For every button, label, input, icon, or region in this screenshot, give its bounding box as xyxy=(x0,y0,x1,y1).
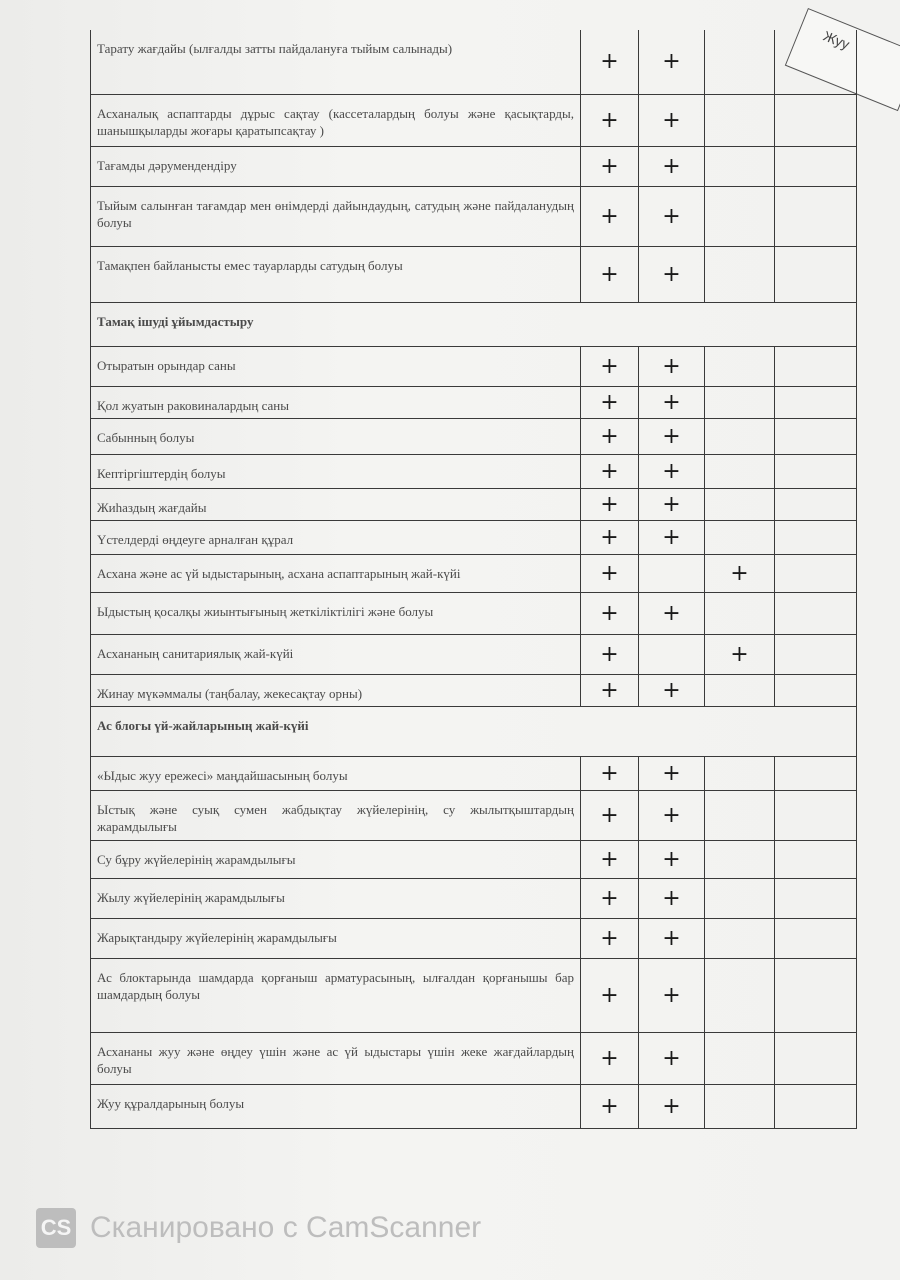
check-mark-cell xyxy=(775,27,857,94)
table-row xyxy=(91,30,857,94)
check-mark-cell: + xyxy=(581,878,639,918)
criterion-text: Асхананы жуу және өңдеу үшін және ас үй ыдыстары үшін жеке жағдайлардың болуы xyxy=(91,1032,581,1084)
table-row xyxy=(91,488,857,520)
check-mark-cell xyxy=(775,918,857,958)
section-title: Тамақ ішуді ұйымдастыру xyxy=(91,302,857,346)
check-mark-cell: + xyxy=(639,1084,705,1128)
check-mark-cell xyxy=(775,756,857,790)
criterion-text: Кептіргіштердің болуы xyxy=(91,454,581,488)
check-mark-cell xyxy=(639,634,705,674)
criterion-text: Қол жуатын раковиналардың саны xyxy=(91,386,581,418)
check-mark-cell xyxy=(775,1084,857,1128)
check-mark-cell xyxy=(775,246,857,302)
check-mark-cell: + xyxy=(705,554,775,592)
table-row xyxy=(91,146,857,186)
check-mark-cell xyxy=(705,958,775,1032)
criterion-text: Жиһаздың жағдайы xyxy=(91,488,581,520)
table-row xyxy=(91,346,857,386)
check-mark-cell: + xyxy=(639,488,705,520)
check-mark-cell xyxy=(705,592,775,634)
watermark-text: Сканировано с CamScanner xyxy=(90,1211,482,1244)
criterion-text: Жинау мүкәммалы (таңбалау, жекесақтау орны) xyxy=(91,674,581,706)
check-mark-cell: + xyxy=(581,1032,639,1084)
check-mark-cell: + xyxy=(581,346,639,386)
check-mark-cell xyxy=(705,146,775,186)
check-mark-cell xyxy=(775,418,857,454)
check-mark-cell xyxy=(775,186,857,246)
criterion-text: Жуу құралдарының болуы xyxy=(91,1084,581,1128)
check-mark-cell: + xyxy=(581,488,639,520)
check-mark-cell xyxy=(775,346,857,386)
check-mark-cell: + xyxy=(581,246,639,302)
table-row xyxy=(91,94,857,146)
check-mark-cell: + xyxy=(639,840,705,878)
check-mark-cell xyxy=(705,878,775,918)
camscanner-watermark xyxy=(36,1206,481,1250)
criterion-text: Үстелдерді өңдеуге арналған құрал xyxy=(91,520,581,554)
check-mark-cell xyxy=(775,488,857,520)
check-mark-cell: + xyxy=(581,386,639,418)
criterion-text: Су бұру жүйелерінің жарамдылығы xyxy=(91,840,581,878)
criterion-text: Отыратын орындар саны xyxy=(91,346,581,386)
camscanner-logo-icon: CS xyxy=(36,1208,76,1248)
check-mark-cell: + xyxy=(581,418,639,454)
criterion-text: Асхана және ас үй ыдыстарының, асхана аспаптарының жай-күйі xyxy=(91,554,581,592)
table-row xyxy=(91,554,857,592)
check-mark-cell: + xyxy=(581,1084,639,1128)
check-mark-cell xyxy=(775,634,857,674)
table-row xyxy=(91,386,857,418)
check-mark-cell xyxy=(705,1084,775,1128)
check-mark-cell: + xyxy=(639,1032,705,1084)
check-mark-cell: + xyxy=(639,918,705,958)
check-mark-cell: + xyxy=(639,520,705,554)
table-row xyxy=(91,674,857,706)
check-mark-cell: + xyxy=(639,674,705,706)
check-mark-cell xyxy=(705,918,775,958)
check-mark-cell xyxy=(775,94,857,146)
table-row xyxy=(91,840,857,878)
check-mark-cell xyxy=(705,418,775,454)
check-mark-cell: + xyxy=(639,94,705,146)
check-mark-cell xyxy=(705,840,775,878)
check-mark-cell xyxy=(775,554,857,592)
check-mark-cell: + xyxy=(581,592,639,634)
check-mark-cell xyxy=(775,790,857,840)
check-mark-cell: + xyxy=(639,454,705,488)
criterion-text: Жылу жүйелерінің жарамдылығы xyxy=(91,878,581,918)
section-header-row xyxy=(91,706,857,756)
check-mark-cell xyxy=(775,958,857,1032)
table-row xyxy=(91,592,857,634)
criterion-text: Асхананың санитариялық жай-күйі xyxy=(91,634,581,674)
criterion-text: Тамақпен байланысты емес тауарларды сатудың болуы xyxy=(91,246,581,302)
table-row xyxy=(91,878,857,918)
criterion-text: Жарықтандыру жүйелерінің жарамдылығы xyxy=(91,918,581,958)
criterion-text: Сабынның болуы xyxy=(91,418,581,454)
check-mark-cell: + xyxy=(639,246,705,302)
check-mark-cell: + xyxy=(639,756,705,790)
check-mark-cell: + xyxy=(581,790,639,840)
check-mark-cell xyxy=(775,454,857,488)
check-mark-cell: + xyxy=(581,918,639,958)
check-mark-cell: + xyxy=(639,878,705,918)
table-row xyxy=(91,1084,857,1128)
criterion-text: Ыдыстың қосалқы жиынтығының жеткіліктілігі және болуы xyxy=(91,592,581,634)
check-mark-cell xyxy=(705,454,775,488)
check-mark-cell: + xyxy=(581,674,639,706)
check-mark-cell xyxy=(705,94,775,146)
check-mark-cell: + xyxy=(639,30,705,94)
check-mark-cell xyxy=(775,878,857,918)
check-mark-cell xyxy=(705,1032,775,1084)
check-mark-cell: + xyxy=(581,146,639,186)
check-mark-cell: + xyxy=(581,454,639,488)
table-row xyxy=(91,918,857,958)
check-mark-cell: + xyxy=(639,958,705,1032)
check-mark-cell xyxy=(775,386,857,418)
check-mark-cell xyxy=(705,30,775,94)
check-mark-cell xyxy=(775,1032,857,1084)
check-mark-cell xyxy=(775,840,857,878)
section-header-row xyxy=(91,302,857,346)
criterion-text: Тыйым салынған тағамдар мен өнімдерді дайындаудың, сатудың және пайдаланудың болуы xyxy=(91,186,581,246)
inspection-table xyxy=(90,27,857,1129)
check-mark-cell: + xyxy=(581,186,639,246)
check-mark-cell xyxy=(705,246,775,302)
check-mark-cell xyxy=(639,554,705,592)
check-mark-cell: + xyxy=(581,634,639,674)
check-mark-cell: + xyxy=(639,790,705,840)
table-row xyxy=(91,246,857,302)
check-mark-cell xyxy=(775,674,857,706)
check-mark-cell xyxy=(775,146,857,186)
check-mark-cell: + xyxy=(581,840,639,878)
check-mark-cell xyxy=(705,186,775,246)
criterion-text: Ас блоктарында шамдарда қорғаныш арматурасының, ылғалдан қорғанышы бар шамдардың болуы xyxy=(91,958,581,1032)
check-mark-cell: + xyxy=(639,186,705,246)
table-row xyxy=(91,454,857,488)
check-mark-cell xyxy=(705,674,775,706)
check-mark-cell: + xyxy=(639,418,705,454)
check-mark-cell: + xyxy=(581,520,639,554)
table-row xyxy=(91,634,857,674)
criterion-text: Тағамды дәрумендендіру xyxy=(91,146,581,186)
table-row xyxy=(91,756,857,790)
table-row xyxy=(91,520,857,554)
table-row xyxy=(91,1032,857,1084)
table-row xyxy=(91,958,857,1032)
table-row xyxy=(91,790,857,840)
check-mark-cell xyxy=(705,488,775,520)
check-mark-cell: + xyxy=(581,30,639,94)
check-mark-cell xyxy=(775,592,857,634)
check-mark-cell: + xyxy=(639,592,705,634)
criterion-text: «Ыдыс жуу ережесі» маңдайшасының болуы xyxy=(91,756,581,790)
check-mark-cell xyxy=(705,790,775,840)
table-row xyxy=(91,186,857,246)
check-mark-cell: + xyxy=(581,756,639,790)
criterion-text: Ыстық және суық сумен жабдықтау жүйелерінің, су жылытқыштардың жарамдылығы xyxy=(91,790,581,840)
check-mark-cell: + xyxy=(581,958,639,1032)
check-mark-cell xyxy=(775,520,857,554)
section-title: Ас блогы үй-жайларының жай-күйі xyxy=(91,706,857,756)
criterion-text: Тарату жағдайы (ылғалды затты пайдалануға тыйым салынады) xyxy=(91,30,581,94)
check-mark-cell xyxy=(705,756,775,790)
check-mark-cell: + xyxy=(639,346,705,386)
criterion-text: Асханалық аспаптарды дұрыс сақтау (кассеталардың болуы және қасықтарды, шанышқыларды жоғары қаратыпсақтау ) xyxy=(91,94,581,146)
corner-tab-label: Жуу xyxy=(821,27,852,53)
check-mark-cell xyxy=(705,346,775,386)
check-mark-cell xyxy=(705,520,775,554)
check-mark-cell xyxy=(705,386,775,418)
check-mark-cell: + xyxy=(581,94,639,146)
check-mark-cell: + xyxy=(639,386,705,418)
check-mark-cell: + xyxy=(639,146,705,186)
check-mark-cell: + xyxy=(581,554,639,592)
check-mark-cell: + xyxy=(705,634,775,674)
table-row xyxy=(91,418,857,454)
